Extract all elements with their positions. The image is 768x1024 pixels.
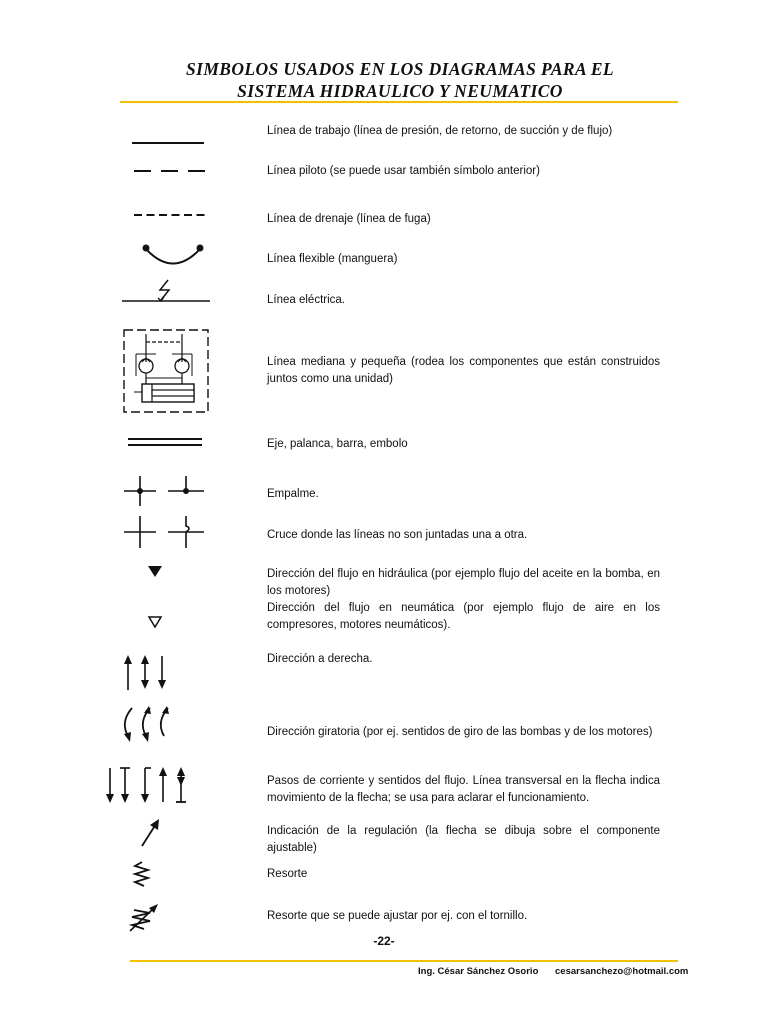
- short-dash-line-icon: [130, 208, 210, 222]
- symbol-description: Resorte que se puede ajustar por ej. con el tornillo.: [267, 910, 528, 922]
- footer-author: Ing. César Sánchez Osorio: [418, 966, 539, 977]
- symbol-description: Dirección del flujo en neumática (por ejemplo flujo de aire en los compresores, motores neumáticos).: [267, 602, 660, 631]
- symbol-description: Línea eléctrica.: [267, 294, 345, 306]
- solid-line-icon: [128, 136, 208, 150]
- symbol-description: Cruce donde las líneas no son juntadas una a otra.: [267, 529, 528, 541]
- page-title: [120, 58, 680, 102]
- title-line-2: SISTEMA HIDRAULICO Y NEUMATICO: [237, 81, 563, 101]
- filled-triangle-icon: [144, 562, 166, 580]
- symbol-description: Pasos de corriente y sentidos del flujo. Línea transversal en la flecha indica movimiento de la flecha; se usa para aclarar el funcionamiento.: [267, 775, 660, 804]
- page-footer: [418, 966, 702, 977]
- long-dash-line-icon: [130, 164, 210, 178]
- spring-icon: [130, 860, 154, 888]
- enclosure-unit-icon: [122, 328, 210, 414]
- rotation-arrows-icon: [118, 702, 174, 746]
- flexible-hose-icon: [138, 240, 208, 270]
- symbol-description: Indicación de la regulación (la flecha se dibuja sobre el componente ajustable): [267, 825, 660, 854]
- crossing-icon: [120, 514, 210, 550]
- adjustable-spring-icon: [124, 900, 164, 934]
- symbol-description: Dirección giratoria (por ej. sentidos de giro de las bombas y de los motores): [267, 726, 653, 738]
- header-rule: [120, 101, 678, 103]
- footer-rule: [130, 960, 678, 962]
- symbol-description: Dirección a derecha.: [267, 653, 373, 665]
- symbol-description: Línea flexible (manguera): [267, 253, 398, 265]
- junction-icon: [120, 474, 210, 508]
- symbol-description: Línea de trabajo (línea de presión, de retorno, de succión y de flujo): [267, 125, 613, 137]
- symbol-description: Línea piloto (se puede usar también símbolo anterior): [267, 165, 540, 177]
- footer-email: cesarsanchezo@hotmail.com: [555, 966, 689, 977]
- symbol-description: Empalme.: [267, 488, 319, 500]
- page-number: -22-: [373, 934, 395, 948]
- double-line-shaft-icon: [126, 434, 206, 450]
- symbol-description: Dirección del flujo en hidráulica (por ejemplo flujo del aceite en la bomba, en los motores): [267, 568, 660, 597]
- symbol-description: Resorte: [267, 868, 308, 880]
- symbol-description: Línea mediana y pequeña (rodea los componentes que están construidos juntos como una unidad): [267, 356, 660, 385]
- hollow-triangle-icon: [144, 612, 166, 630]
- electric-line-icon: [120, 278, 212, 306]
- symbol-description: Línea de drenaje (línea de fuga): [267, 213, 431, 225]
- flow-arrows-icon: [102, 764, 194, 806]
- adjustment-arrow-icon: [136, 816, 166, 850]
- symbol-description: Eje, palanca, barra, embolo: [267, 438, 408, 450]
- direction-arrows-icon: [118, 652, 172, 692]
- title-line-1: SIMBOLOS USADOS EN LOS DIAGRAMAS PARA EL: [185, 59, 615, 79]
